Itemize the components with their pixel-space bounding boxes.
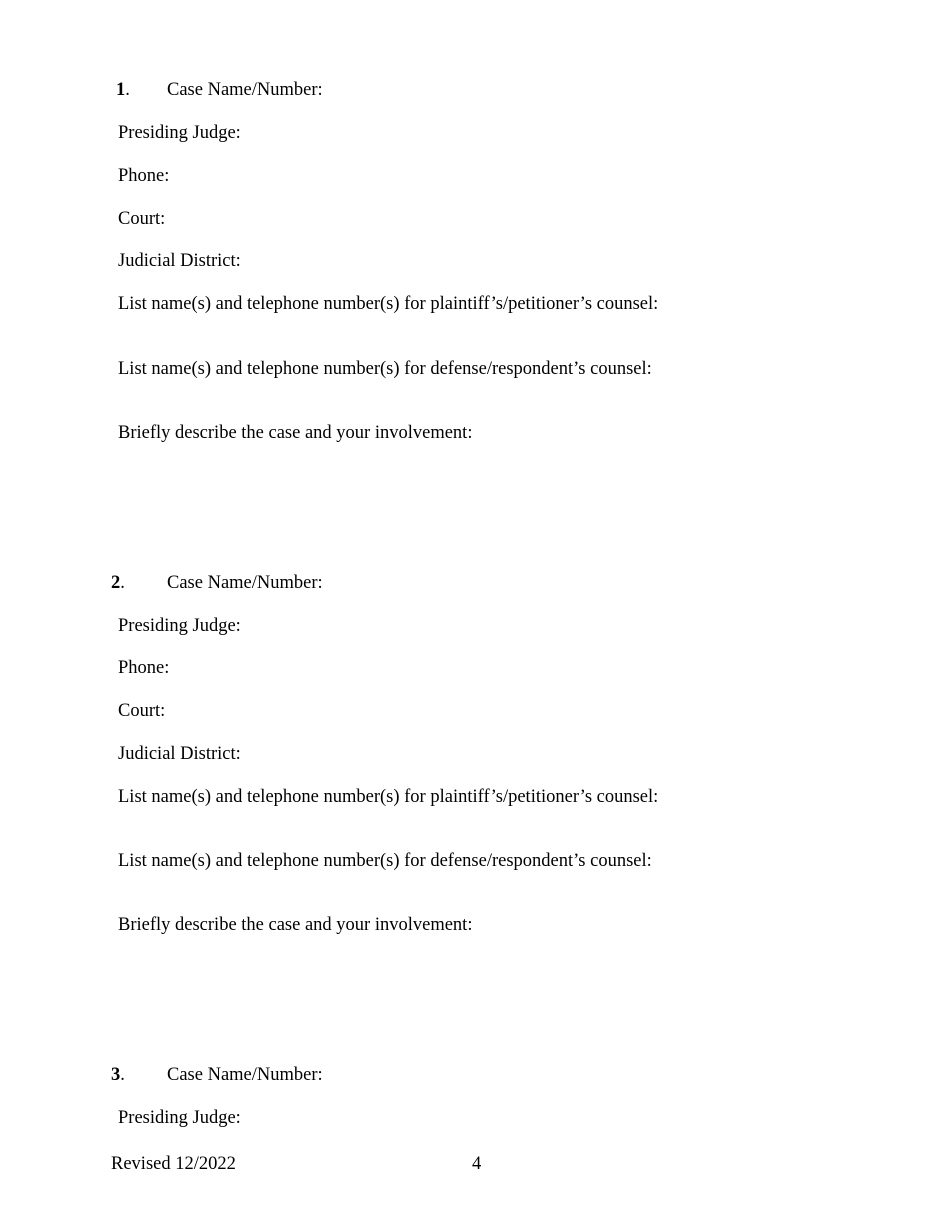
entry-2-court-label: Court: bbox=[118, 701, 166, 721]
entry-1-number: 1. bbox=[116, 80, 130, 100]
entry-2-plaintiff-counsel-label: List name(s) and telephone number(s) for plaintiff’s/petitioner’s counsel: bbox=[118, 787, 659, 807]
entry-3-number: 3. bbox=[111, 1065, 125, 1085]
entry-2-judicial-district-label: Judicial District: bbox=[118, 744, 241, 764]
entry-1-phone-label: Phone: bbox=[118, 166, 170, 186]
entry-2-case-name-label: Case Name/Number: bbox=[167, 573, 323, 593]
entry-3-presiding-judge-label: Presiding Judge: bbox=[118, 1108, 241, 1128]
entry-2-defense-counsel-label: List name(s) and telephone number(s) for defense/respondent’s counsel: bbox=[118, 851, 652, 871]
entry-1-presiding-judge-label: Presiding Judge: bbox=[118, 123, 241, 143]
entry-1-judicial-district-label: Judicial District: bbox=[118, 251, 241, 271]
entry-2-number: 2. bbox=[111, 573, 125, 593]
entry-3-case-name-label: Case Name/Number: bbox=[167, 1065, 323, 1085]
footer-revised-date: Revised 12/2022 bbox=[111, 1154, 236, 1174]
entry-1-court-label: Court: bbox=[118, 209, 166, 229]
entry-1-plaintiff-counsel-label: List name(s) and telephone number(s) for plaintiff’s/petitioner’s counsel: bbox=[118, 294, 659, 314]
entry-2-phone-label: Phone: bbox=[118, 658, 170, 678]
footer-page-number: 4 bbox=[472, 1154, 482, 1174]
entry-2-presiding-judge-label: Presiding Judge: bbox=[118, 616, 241, 636]
entry-1-case-name-label: Case Name/Number: bbox=[167, 80, 323, 100]
entry-2-description-label: Briefly describe the case and your involvement: bbox=[118, 915, 473, 935]
entry-1-description-label: Briefly describe the case and your involvement: bbox=[118, 423, 473, 443]
entry-1-defense-counsel-label: List name(s) and telephone number(s) for defense/respondent’s counsel: bbox=[118, 359, 652, 379]
